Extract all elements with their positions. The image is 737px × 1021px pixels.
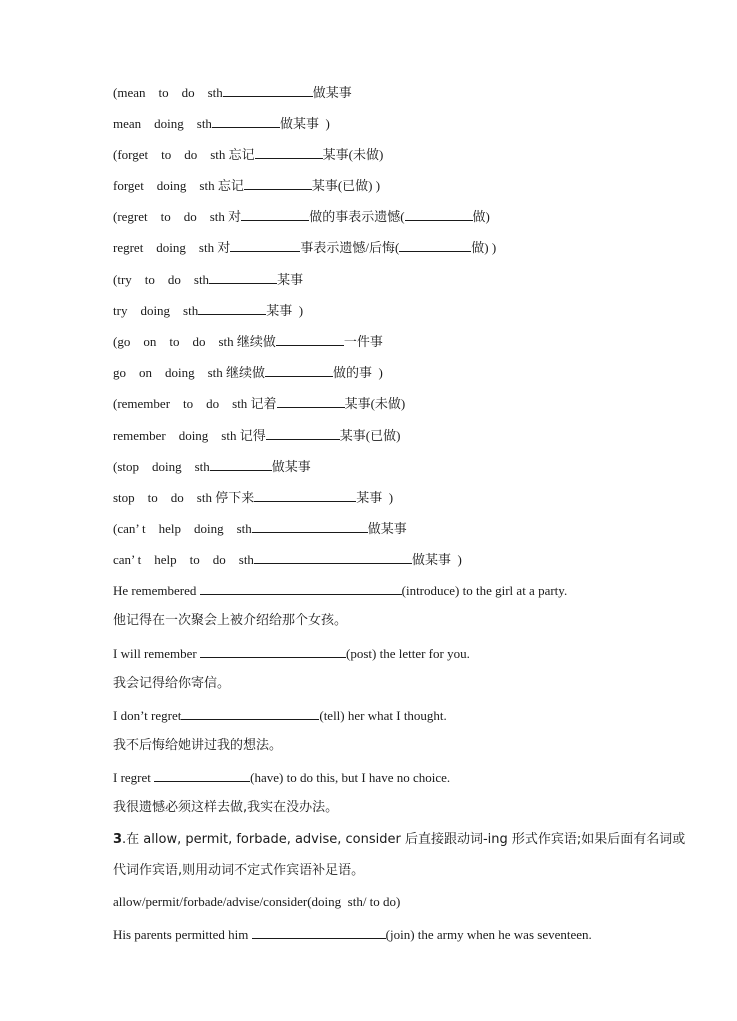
answer-blank[interactable]	[200, 581, 402, 595]
text-line	[113, 925, 592, 944]
line-text: 某事(未做)	[344, 396, 406, 411]
answer-blank[interactable]	[210, 457, 272, 471]
line-text: can’ t help to do sth	[113, 552, 254, 567]
line-text: mean doing sth	[113, 116, 212, 131]
answer-blank[interactable]	[252, 925, 386, 939]
line-text: 代词作宾语,则用动词不定式作宾语补足语。	[113, 863, 365, 878]
text-line	[113, 363, 383, 382]
text-line	[113, 394, 405, 413]
text-line	[113, 83, 352, 102]
line-text: (join) the army when he was seventeen.	[385, 927, 592, 942]
answer-blank[interactable]	[241, 207, 309, 221]
translation-line	[113, 737, 282, 755]
line-text: (post) the letter for you.	[346, 646, 470, 661]
line-text: (stop doing sth	[113, 459, 210, 474]
answer-blank[interactable]	[212, 114, 280, 128]
answer-blank[interactable]	[230, 238, 300, 252]
text-line	[113, 644, 470, 663]
line-text: 做) )	[471, 240, 497, 255]
line-text: (have) to do this, but I have no choice.	[250, 770, 451, 785]
line-text: (mean to do sth	[113, 85, 223, 100]
line-text: I regret	[113, 770, 155, 785]
line-text: try doing sth	[113, 303, 199, 318]
line-text: I will remember	[113, 646, 200, 661]
line-text: (regret to do sth 对	[113, 209, 242, 224]
line-text: 某事 )	[266, 303, 304, 318]
line-text: 做的事 )	[333, 365, 383, 380]
line-text: (tell) her what I thought.	[319, 708, 447, 723]
text-line	[113, 457, 311, 476]
section-number: 3	[113, 832, 123, 847]
text-line	[113, 176, 380, 195]
line-text: 做某事 )	[411, 552, 462, 567]
line-text: 我很遗憾必须这样去做,我实在没办法。	[113, 800, 339, 815]
answer-blank[interactable]	[254, 550, 412, 564]
translation-line	[113, 675, 230, 693]
text-line	[113, 768, 450, 787]
line-text: allow/permit/forbade/advise/consider(doing sth/ to do)	[113, 894, 401, 909]
text-line	[113, 488, 393, 507]
line-text: 我会记得给你寄信。	[113, 676, 231, 691]
line-text: 做某事	[367, 521, 407, 536]
line-text: .在 allow, permit, forbade, advise, consider 后直接跟动词-ing 形式作宾语;如果后面有名词或	[122, 832, 686, 847]
line-text: 他记得在一次聚会上被介绍给那个女孩。	[113, 613, 348, 628]
answer-blank[interactable]	[399, 238, 471, 252]
text-line	[113, 706, 447, 725]
answer-blank[interactable]	[276, 332, 344, 346]
text-line	[113, 114, 330, 133]
rule-line	[113, 831, 685, 849]
line-text: 做某事	[271, 459, 311, 474]
answer-blank[interactable]	[255, 145, 323, 159]
translation-line	[113, 612, 347, 630]
answer-blank[interactable]	[405, 207, 473, 221]
line-text: 事表示遗憾/后悔(	[300, 240, 400, 255]
line-text: forget doing sth 忘记	[113, 178, 244, 193]
line-text: (can’ t help doing sth	[113, 521, 252, 536]
line-text: 做)	[472, 209, 490, 224]
answer-blank[interactable]	[181, 706, 319, 720]
answer-blank[interactable]	[266, 426, 340, 440]
text-line	[113, 145, 383, 164]
answer-blank[interactable]	[198, 301, 266, 315]
line-text: His parents permitted him	[113, 927, 252, 942]
answer-blank[interactable]	[254, 488, 356, 502]
line-text: 某事(已做)	[339, 428, 401, 443]
answer-blank[interactable]	[200, 644, 346, 658]
line-text: I don’t regret	[113, 708, 182, 723]
answer-blank[interactable]	[223, 83, 313, 97]
line-text: 做的事表示遗憾(	[309, 209, 405, 224]
line-text: 做某事	[312, 85, 352, 100]
line-text: 某事 )	[356, 490, 394, 505]
rule-line	[113, 862, 364, 880]
answer-blank[interactable]	[244, 176, 312, 190]
line-text: 某事(已做) )	[311, 178, 381, 193]
answer-blank[interactable]	[209, 270, 277, 284]
line-text: He remembered	[113, 583, 200, 598]
line-text: (try to do sth	[113, 272, 210, 287]
line-text: 某事	[277, 272, 304, 287]
line-text: 一件事	[343, 334, 383, 349]
line-text: regret doing sth 对	[113, 240, 231, 255]
line-text: 做某事 )	[279, 116, 330, 131]
text-line	[113, 519, 407, 538]
line-text: (forget to do sth 忘记	[113, 147, 255, 162]
text-line	[113, 426, 400, 445]
line-text: (introduce) to the girl at a party.	[401, 583, 568, 598]
translation-line	[113, 799, 338, 817]
line-text: 我不后悔给她讲过我的想法。	[113, 738, 283, 753]
text-line	[113, 301, 303, 320]
line-text: stop to do sth 停下来	[113, 490, 255, 505]
line-text: (go on to do sth 继续做	[113, 334, 276, 349]
text-line	[113, 270, 303, 289]
line-text: remember doing sth 记得	[113, 428, 266, 443]
text-line	[113, 238, 496, 257]
answer-blank[interactable]	[154, 768, 250, 782]
text-line	[113, 207, 490, 226]
line-text: go on doing sth 继续做	[113, 365, 266, 380]
line-text: 某事(未做)	[322, 147, 384, 162]
text-line	[113, 581, 567, 600]
answer-blank[interactable]	[277, 394, 345, 408]
text-line	[113, 332, 383, 351]
text-line	[113, 550, 462, 569]
line-text: (remember to do sth 记着	[113, 396, 277, 411]
answer-blank[interactable]	[252, 519, 368, 533]
text-line	[113, 893, 400, 911]
answer-blank[interactable]	[265, 363, 333, 377]
